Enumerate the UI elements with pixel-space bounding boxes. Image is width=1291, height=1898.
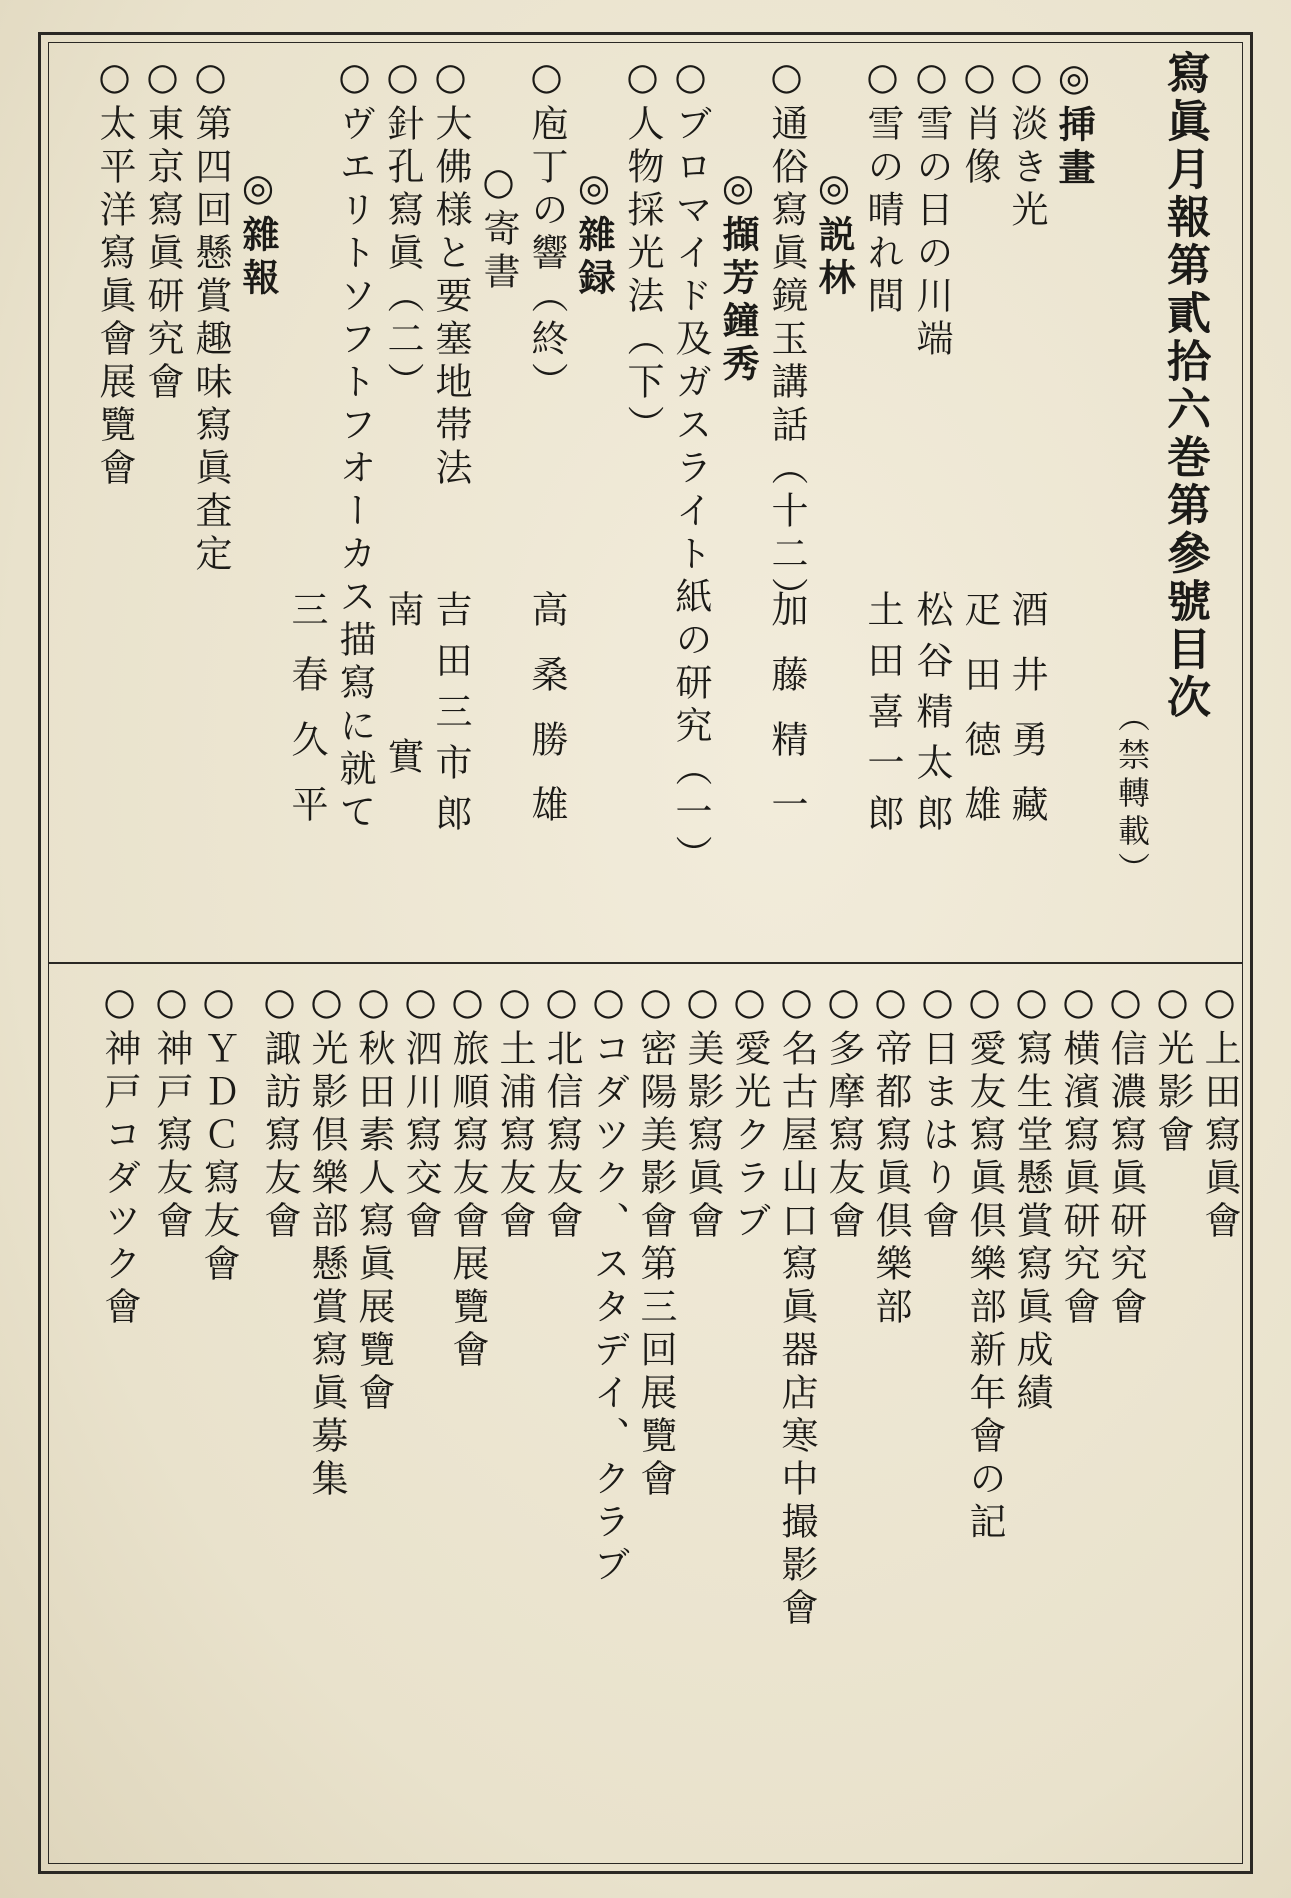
author-name: 酒井勇藏	[1005, 590, 1048, 850]
news-item: ○北信寫友會	[540, 980, 583, 1244]
author-name: 高桑勝雄	[525, 590, 568, 850]
news-item: ○神戸コダツク會	[98, 980, 141, 1330]
toc-item: ○庖丁の響（終）	[525, 55, 568, 405]
news-item: ○愛友寫眞倶樂部新年會の記	[963, 980, 1006, 1545]
toc-item: ○大佛様と要塞地帯法	[429, 55, 472, 491]
news-item: ○コダツク、スタデイ、クラブ	[587, 980, 630, 1588]
toc-item: ○ヴエリトソフトフオーカス描寫に就て	[333, 55, 376, 835]
toc-item: ○ブロマイド及ガスライト紙の研究（一）	[669, 55, 712, 878]
news-item: ○名古屋山口寫眞器店寒中撮影會	[775, 980, 818, 1631]
toc-item: ○第四回懸賞趣味寫眞査定	[189, 55, 232, 577]
author-name: 疋田徳雄	[958, 590, 1001, 850]
section-heading-news: ◎雜報	[236, 165, 280, 301]
reprint-notice: （禁轉載）	[1113, 700, 1151, 890]
page-title: 寫眞月報第貳拾六巻第參號目次	[1159, 50, 1210, 722]
news-item: ○秋田素人寫眞展覽會	[352, 980, 395, 1416]
toc-item: ○雪の晴れ間	[861, 55, 904, 319]
news-item: ○ＹＤＣ寫友會	[197, 980, 240, 1287]
news-item: ○寫生堂懸賞寫眞成績	[1010, 980, 1053, 1416]
news-item: ○諏訪寫友會	[258, 980, 301, 1244]
toc-item: ○寄書	[477, 160, 520, 295]
section-heading-selections: ◎擷芳鐘秀	[716, 165, 760, 387]
section-heading-essays: ◎説林	[812, 165, 856, 301]
toc-item: ○針孔寫眞（二）	[381, 55, 424, 405]
toc-item: ○雪の日の川端	[910, 55, 953, 362]
author-name: 三春久平	[285, 590, 328, 850]
news-item: ○上田寫眞會	[1198, 980, 1241, 1244]
toc-item: ○肖像	[958, 55, 1001, 190]
news-item: ○横濱寫眞研究會	[1057, 980, 1100, 1330]
author-name: 吉田三市郎	[429, 590, 472, 845]
toc-item: ○太平洋寫眞會展覽會	[93, 55, 136, 491]
news-item: ○帝都寫眞倶樂部	[869, 980, 912, 1330]
news-item: ○光影會	[1151, 980, 1194, 1158]
toc-item: ○東京寫眞研究會	[141, 55, 184, 405]
section-divider	[48, 962, 1243, 964]
news-item: ○多摩寫友會	[822, 980, 865, 1244]
news-item: ○旅順寫友會展覽會	[446, 980, 489, 1373]
news-item: ○光影倶樂部懸賞寫眞募集	[305, 980, 348, 1502]
news-item: ○美影寫眞會	[681, 980, 724, 1244]
author-name: 南實	[381, 590, 424, 884]
toc-item: ○淡き光	[1005, 55, 1048, 233]
news-item: ○密陽美影會第三回展覽會	[634, 980, 677, 1502]
toc-item: ○通俗寫眞鏡玉講話（十二）	[765, 55, 808, 620]
news-item: ○泗川寫交會	[399, 980, 442, 1244]
section-heading-miscellany: ◎雜録	[572, 165, 616, 301]
author-name: 土田喜一郎	[861, 590, 904, 845]
news-item: ○土浦寫友會	[493, 980, 536, 1244]
news-item: ○愛光クラブ	[728, 980, 771, 1244]
news-item: ○日まはり會	[916, 980, 959, 1244]
author-name: 松谷精太郎	[910, 590, 953, 845]
news-item: ○信濃寫眞研究會	[1104, 980, 1147, 1330]
toc-item: ○人物採光法（下）	[621, 55, 664, 448]
news-item: ○神戸寫友會	[150, 980, 193, 1244]
section-heading-illustrations: ◎挿畫	[1052, 55, 1096, 191]
author-name: 加藤精一	[765, 590, 808, 850]
